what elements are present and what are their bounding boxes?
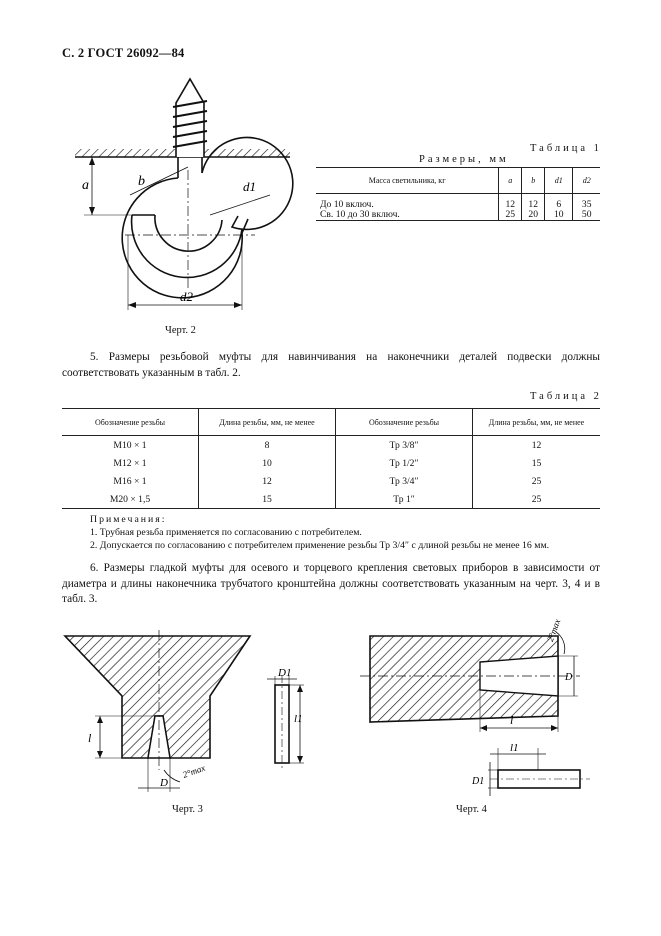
table-cell: M16 × 1 xyxy=(113,475,147,487)
fig3-label-l: l xyxy=(88,731,92,745)
table-cell: 15 xyxy=(473,454,601,472)
table-2-title: Таблица 2 xyxy=(530,391,602,402)
table-cell: 50 xyxy=(573,210,600,221)
notes-title: Примечания: xyxy=(90,514,167,525)
table-cell: 12 xyxy=(473,436,601,455)
label-d2: d2 xyxy=(180,289,193,304)
table-cell: 15 xyxy=(199,490,336,509)
table-cell: 25 xyxy=(473,490,601,509)
table-row xyxy=(62,454,600,472)
table-cell: 12 xyxy=(199,472,336,490)
page-header: С. 2 ГОСТ 26092—84 xyxy=(62,46,185,60)
note-1: 1. Трубная резьба применяется по согласованию с потребителем. xyxy=(90,527,362,538)
table-cell: Тр 3/4″ xyxy=(336,472,473,490)
table-row xyxy=(316,194,600,211)
fig3-label-D: D xyxy=(160,777,168,789)
table-cell: 20 xyxy=(522,210,545,221)
table-cell: 25 xyxy=(499,210,522,221)
table-row xyxy=(62,436,600,455)
label-b: b xyxy=(138,174,145,189)
fig3-label-angle: 2°max xyxy=(181,762,207,780)
table-row xyxy=(62,490,600,509)
fig3-label-l1: l1 xyxy=(294,713,303,725)
table-row xyxy=(62,472,600,490)
table-2-header: Длина резьбы, мм, не менее xyxy=(473,409,601,436)
table-row xyxy=(316,210,600,221)
fig4-label-l1: l1 xyxy=(510,742,519,754)
table-cell: Св. 10 до 30 включ. xyxy=(316,210,499,221)
table-2-header: Обозначение резьбы xyxy=(62,409,199,436)
table-cell: M12 × 1 xyxy=(113,457,147,469)
table-2-header: Длина резьбы, мм, не менее xyxy=(199,409,336,436)
table-cell: M10 × 1 xyxy=(113,439,147,451)
label-a: a xyxy=(82,178,89,193)
figure-4-drawing xyxy=(360,610,600,805)
note-2: 2. Допускается по согласованию с потребителем применение резьбы Тр 3/4″ с длиной резьбы не менее 16 мм. xyxy=(90,540,550,551)
table-cell: До 10 включ. xyxy=(320,199,374,210)
table-cell: Тр 1/2″ xyxy=(336,454,473,472)
table-1-header: b xyxy=(522,168,545,194)
table-cell: 6 xyxy=(545,194,573,211)
table-1-title: Таблица 1 xyxy=(530,143,602,154)
table-1-header: d1 xyxy=(545,168,573,194)
table-cell: Тр 3/8″ xyxy=(336,436,473,455)
table-2 xyxy=(62,408,600,509)
table-cell: 8 xyxy=(199,436,336,455)
label-d1: d1 xyxy=(243,179,256,194)
table-cell: 25 xyxy=(473,472,601,490)
fig4-label-l: l xyxy=(510,713,514,727)
table-1-header: Масса светильника, кг xyxy=(316,168,499,194)
table-cell: 12 xyxy=(499,194,522,211)
figure-3-drawing xyxy=(60,630,330,800)
paragraph-6: 6. Размеры гладкой муфты для осевого и торцевого крепления световых приборов в зависимости от диаметра и длины наконечника трубчатого кронштейна должны соответствовать указанным на черт. 3, 4 и в табл. 3. xyxy=(62,562,600,605)
figure-2-hook-drawing xyxy=(70,75,300,320)
table-cell: 10 xyxy=(199,454,336,472)
fig3-label-D1: D1 xyxy=(278,667,292,679)
fig4-label-angle: 2°max xyxy=(545,617,563,643)
table-2-header: Обозначение резьбы xyxy=(336,409,473,436)
table-cell: Тр 1″ xyxy=(336,490,473,509)
figure-2-caption: Черт. 2 xyxy=(165,325,196,336)
fig4-label-D1: D1 xyxy=(472,776,485,787)
table-cell: 10 xyxy=(545,210,573,221)
table-cell: 35 xyxy=(573,194,600,211)
table-1-subtitle: Размеры, мм xyxy=(419,154,509,165)
table-cell: M20 × 1,5 xyxy=(62,490,199,509)
table-cell: 12 xyxy=(522,194,545,211)
table-1-header: a xyxy=(499,168,522,194)
paragraph-5: 5. Размеры резьбовой муфты для навинчивания на наконечники деталей подвески должны соответствовать указанным в табл. 2. xyxy=(62,351,600,379)
table-1 xyxy=(316,167,600,221)
fig4-label-D: D xyxy=(565,672,573,683)
figure-3-caption: Черт. 3 xyxy=(172,804,203,815)
table-1-header: d2 xyxy=(573,168,600,194)
figure-4-caption: Черт. 4 xyxy=(456,804,487,815)
